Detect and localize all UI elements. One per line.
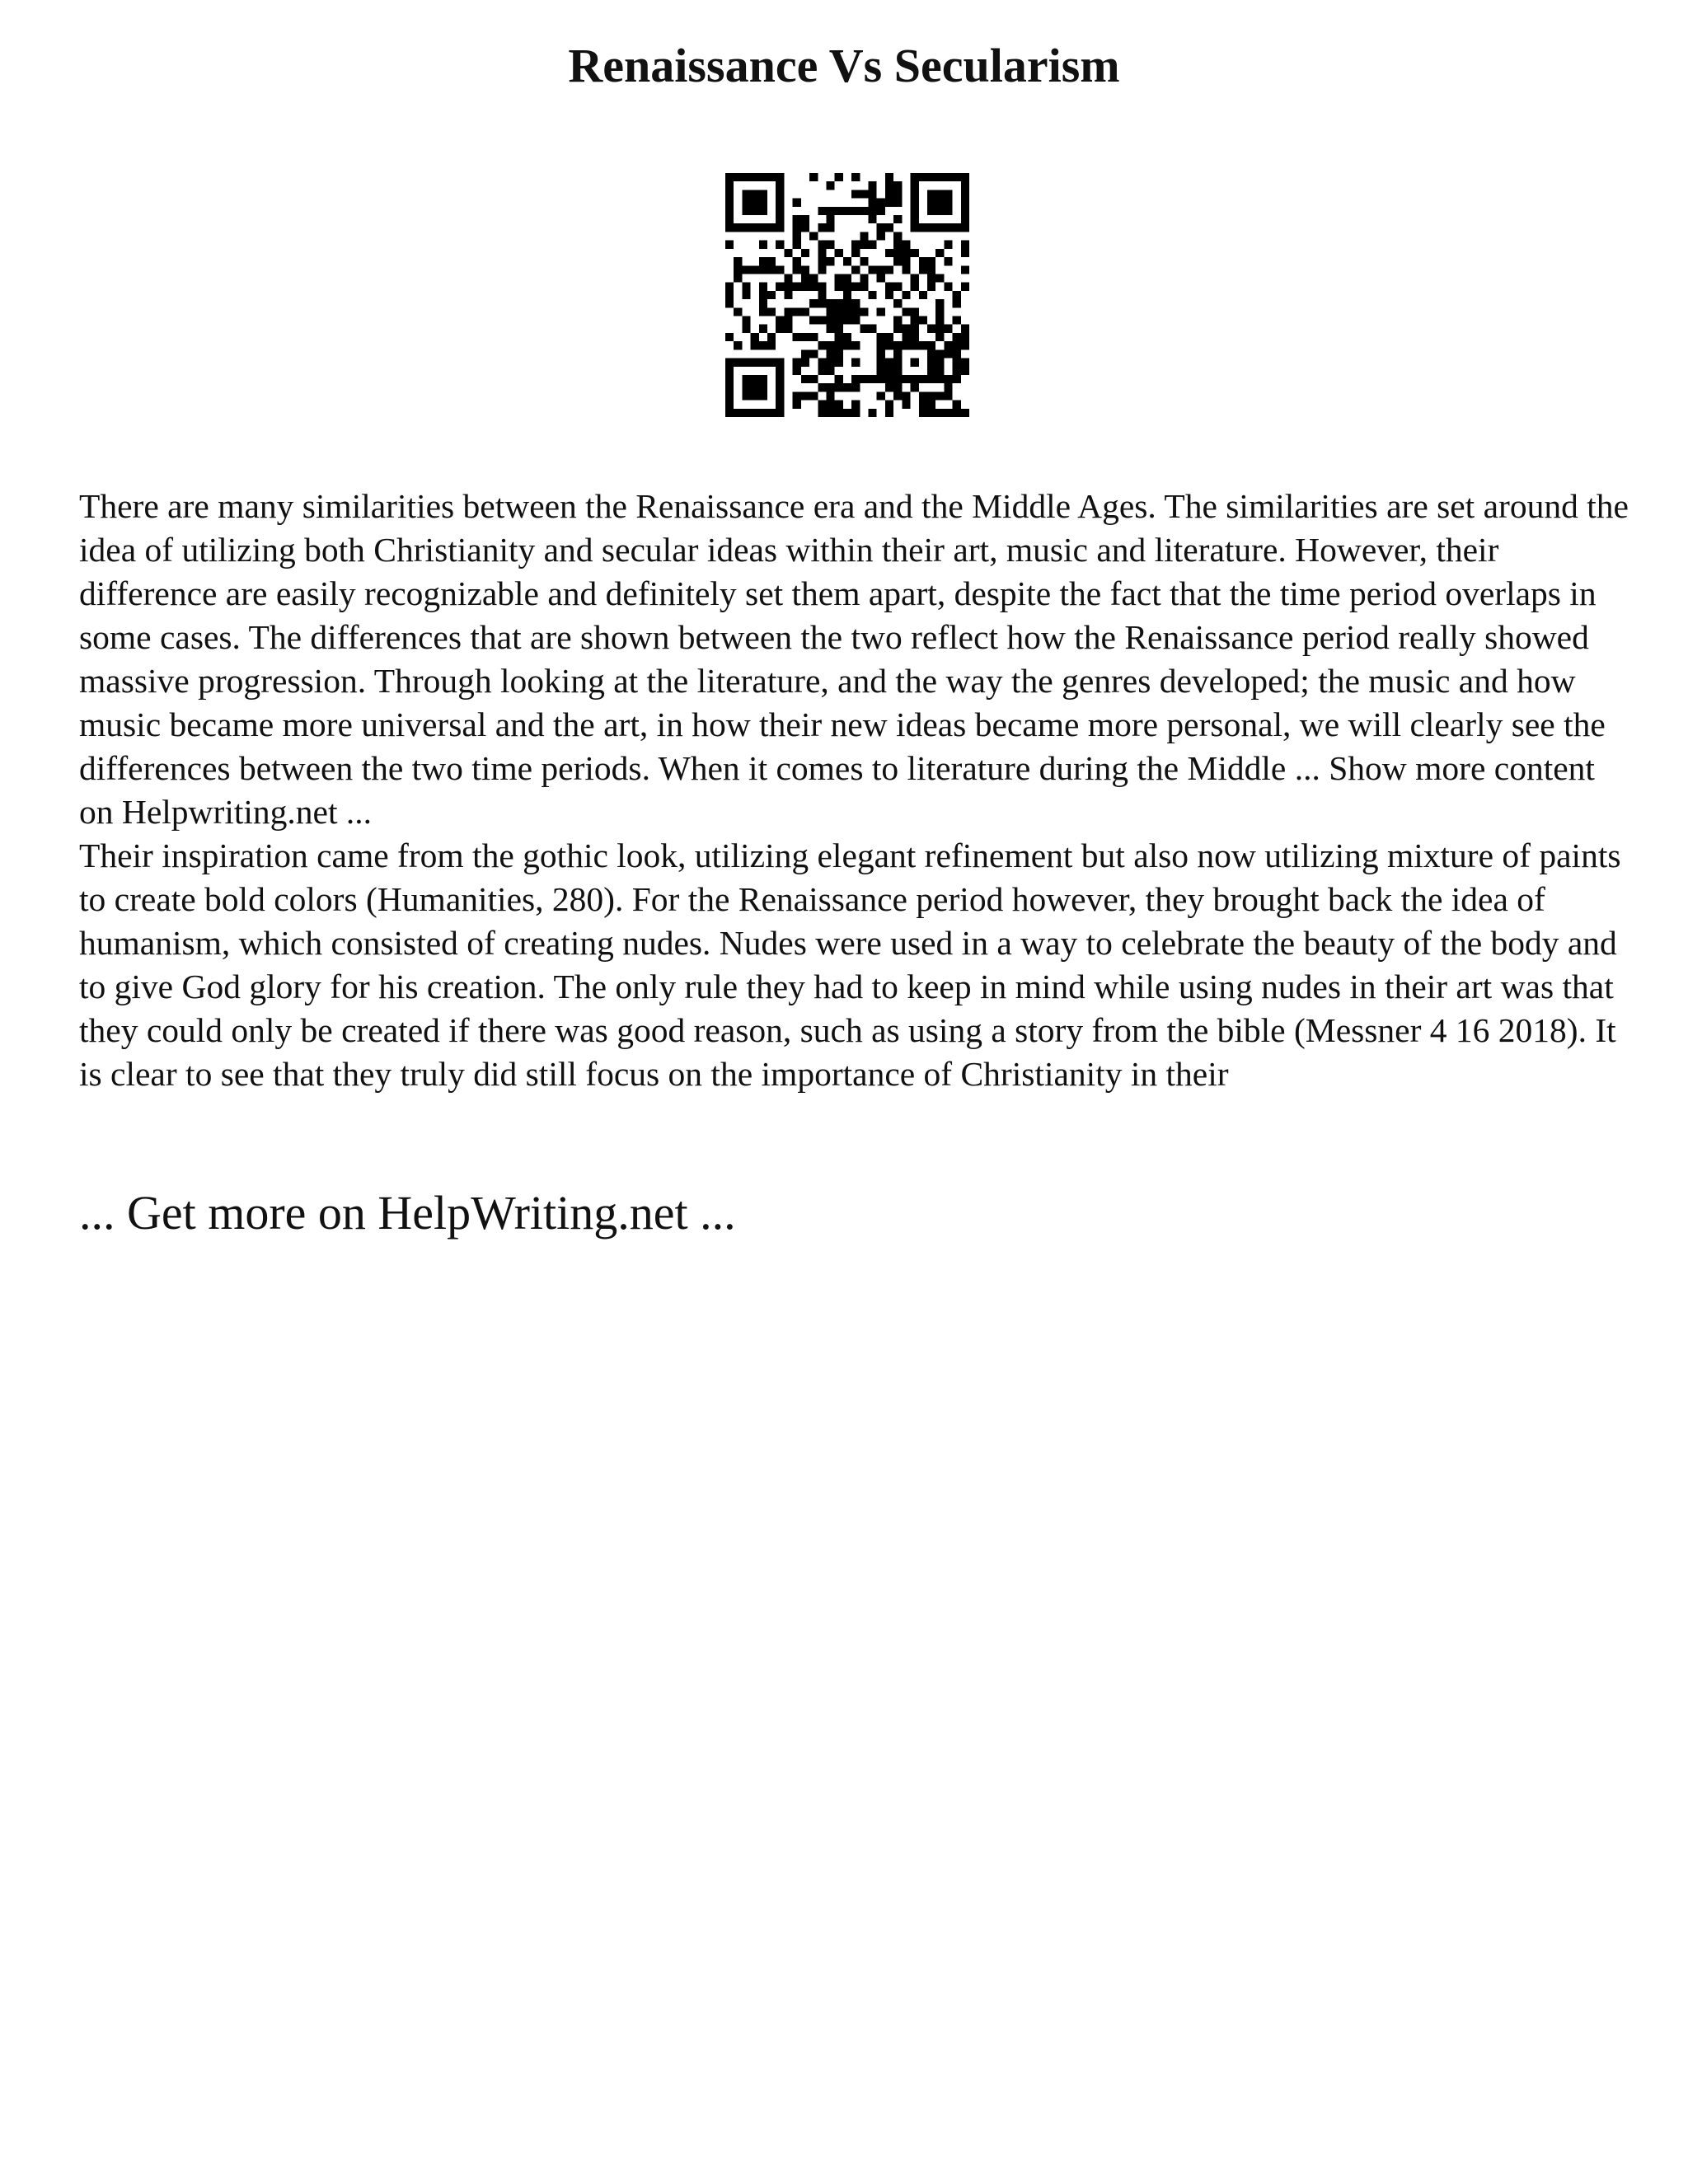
get-more-link[interactable]: ... Get more on HelpWriting.net ... [79,1186,736,1240]
page-title: Renaissance Vs Secularism [568,39,1120,92]
article-body [79,485,1629,1096]
qr-code-graphic [725,173,969,417]
paragraph-1: There are many similarities between the Renaissance era and the Middle Ages. The similarities are set around the idea of utilizing both Christianity and secular ideas within their art, music and literature. However, their difference are easily recognizable and definitely set them apart, despite the fact that the time period overlaps in some cases. The differences that are shown between the two reflect how the Renaissance period really showed massive progression. Through looking at the literature, and the way the genres developed; the music and how music became more universal and the art, in how their new ideas became more personal, we will clearly see the differences between the two time periods. When it comes to literature during the Middle ... Show more content on Helpwriting.net ... [79,487,1629,831]
qr-code-icon [725,173,969,417]
paragraph-2: Their inspiration came from the gothic look, utilizing elegant refinement but also now utilizing mixture of paints to create bold colors (Humanities, 280). For the Renaissance period however, they brought back the idea of humanism, which consisted of creating nudes. Nudes were used in a way to celebrate the beauty of the body and to give God glory for his creation. The only rule they had to keep in mind while using nudes in their art was that they could only be created if there was good reason, such as using a story from the bible (Messner 4 16 2018). It is clear to see that they truly did still focus on the importance of Christianity in their [79,837,1621,1093]
